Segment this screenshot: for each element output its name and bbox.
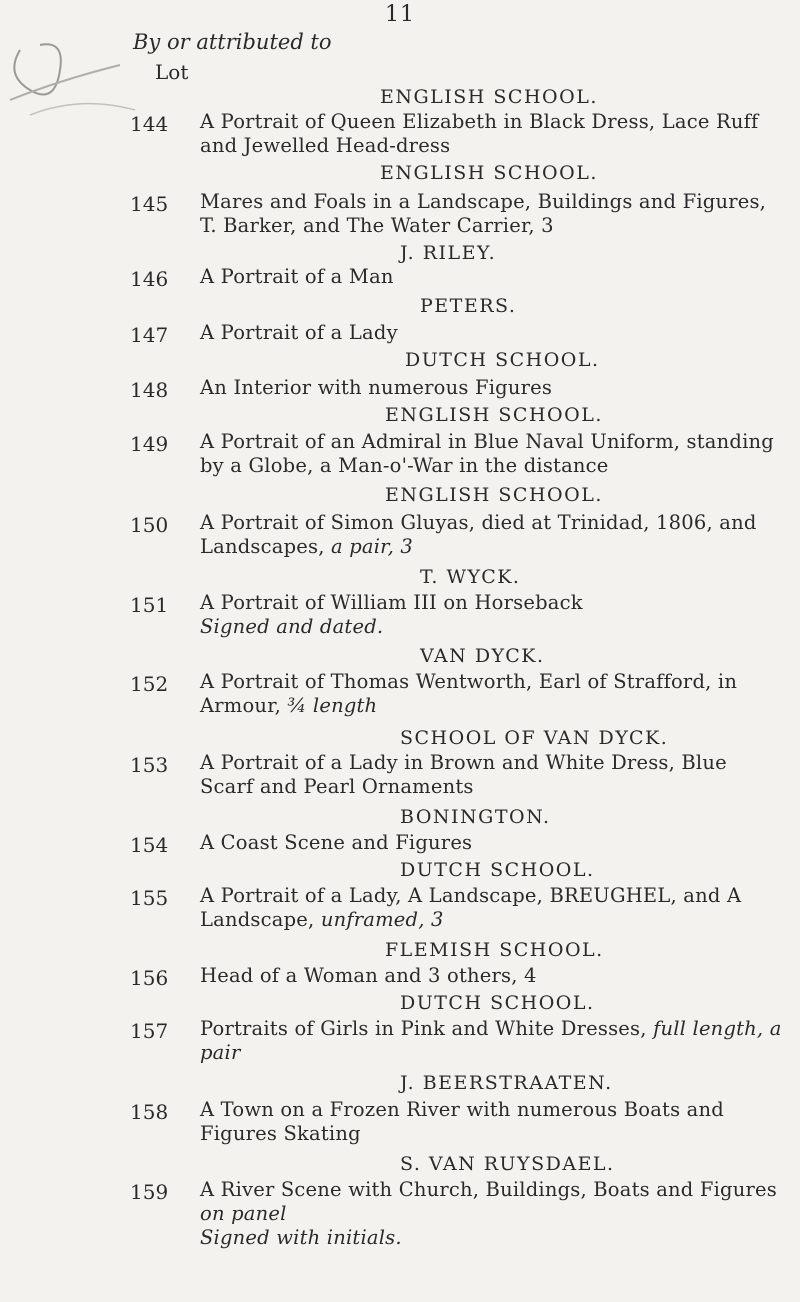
lot-description: A Portrait of a Lady in Brown and White Dress, Blue Scarf and Pearl Ornaments <box>200 751 727 798</box>
lot-number: 155 <box>130 886 169 910</box>
lot-number: 147 <box>130 323 169 347</box>
lot-description <box>200 1017 785 1065</box>
lot-number: 158 <box>130 1100 169 1124</box>
artist-attribution: DUTCH SCHOOL. <box>400 859 595 881</box>
artist-attribution: BONINGTON. <box>400 806 551 828</box>
lot-description-text: Portraits of Girls in Pink and White Dresses, <box>200 1017 647 1040</box>
lot-description <box>200 884 785 932</box>
lot-column-heading: Lot <box>155 60 189 84</box>
lot-note: ¾ length <box>287 694 378 717</box>
lot-description-text: A Portrait of William III on Horseback <box>200 591 583 614</box>
artist-attribution: ENGLISH SCHOOL. <box>385 404 603 426</box>
lot-description: A Portrait of Queen Elizabeth in Black Dress, Lace Ruff and Jewelled Head-dress <box>200 110 759 157</box>
lot-note: on panel Signed with initials. <box>200 1202 402 1249</box>
lot-description-text: A Portrait of Thomas Wentworth, Earl of Strafford, in Armour, <box>200 670 738 717</box>
artist-attribution: FLEMISH SCHOOL. <box>385 939 604 961</box>
artist-attribution: VAN DYCK. <box>420 645 545 667</box>
lot-number: 148 <box>130 378 169 402</box>
lot-number: 151 <box>130 593 169 617</box>
page-number: 11 <box>385 2 415 27</box>
lot-description: Head of a Woman and 3 others, 4 <box>200 964 537 987</box>
lot-description-text: A Portrait of Simon Gluyas, died at Trinidad, 1806, and Landscapes, <box>200 511 757 558</box>
lot-number: 146 <box>130 267 169 291</box>
artist-attribution: ENGLISH SCHOOL. <box>380 86 598 108</box>
lot-description: A Portrait of a Lady <box>200 321 398 344</box>
artist-attribution: DUTCH SCHOOL. <box>400 992 595 1014</box>
lot-note: Signed and dated. <box>200 615 384 638</box>
lot-number: 154 <box>130 833 169 857</box>
artist-attribution: SCHOOL OF VAN DYCK. <box>400 727 669 749</box>
lot-description: A Portrait of an Admiral in Blue Naval Uniform, standing by a Globe, a Man-o'-War in the distance <box>200 430 774 477</box>
lot-number: 159 <box>130 1180 169 1204</box>
header-attribution: By or attributed to <box>133 30 332 54</box>
artist-attribution: S. VAN RUYSDAEL. <box>400 1153 615 1175</box>
lot-description-text: A River Scene with Church, Buildings, Boats and Figures <box>200 1178 777 1201</box>
lot-description: An Interior with numerous Figures <box>200 376 553 399</box>
lot-description: A Town on a Frozen River with numerous Boats and Figures Skating <box>200 1098 724 1145</box>
ink-scribble-mark <box>0 20 140 130</box>
lot-number: 152 <box>130 672 169 696</box>
artist-attribution: PETERS. <box>420 295 517 317</box>
lot-description <box>200 670 785 718</box>
artist-attribution: DUTCH SCHOOL. <box>405 349 600 371</box>
artist-attribution: ENGLISH SCHOOL. <box>385 484 603 506</box>
artist-attribution: T. WYCK. <box>420 566 521 588</box>
lot-number: 149 <box>130 432 169 456</box>
lot-description <box>200 511 785 559</box>
lot-description <box>200 591 785 639</box>
lot-description <box>200 1178 785 1250</box>
lot-note: a pair, 3 <box>331 535 413 558</box>
lot-number: 144 <box>130 112 169 136</box>
lot-number: 145 <box>130 192 169 216</box>
artist-attribution: ENGLISH SCHOOL. <box>380 162 598 184</box>
lot-number: 153 <box>130 753 169 777</box>
lot-number: 150 <box>130 513 169 537</box>
lot-description: A Portrait of a Man <box>200 265 394 288</box>
lot-note: full length, a pair <box>200 1017 782 1064</box>
lot-number: 157 <box>130 1019 169 1043</box>
artist-attribution: J. BEERSTRAATEN. <box>400 1072 613 1094</box>
lot-number: 156 <box>130 966 169 990</box>
artist-attribution: J. RILEY. <box>400 242 497 264</box>
lot-note: unframed, 3 <box>320 908 444 931</box>
lot-description: Mares and Foals in a Landscape, Buildings and Figures, T. Barker, and The Water Carrier, 3 <box>200 190 767 237</box>
lot-description-text: A Portrait of a Lady, A Landscape, BREUGHEL, and A Landscape, <box>200 884 742 931</box>
lot-description: A Coast Scene and Figures <box>200 831 473 854</box>
